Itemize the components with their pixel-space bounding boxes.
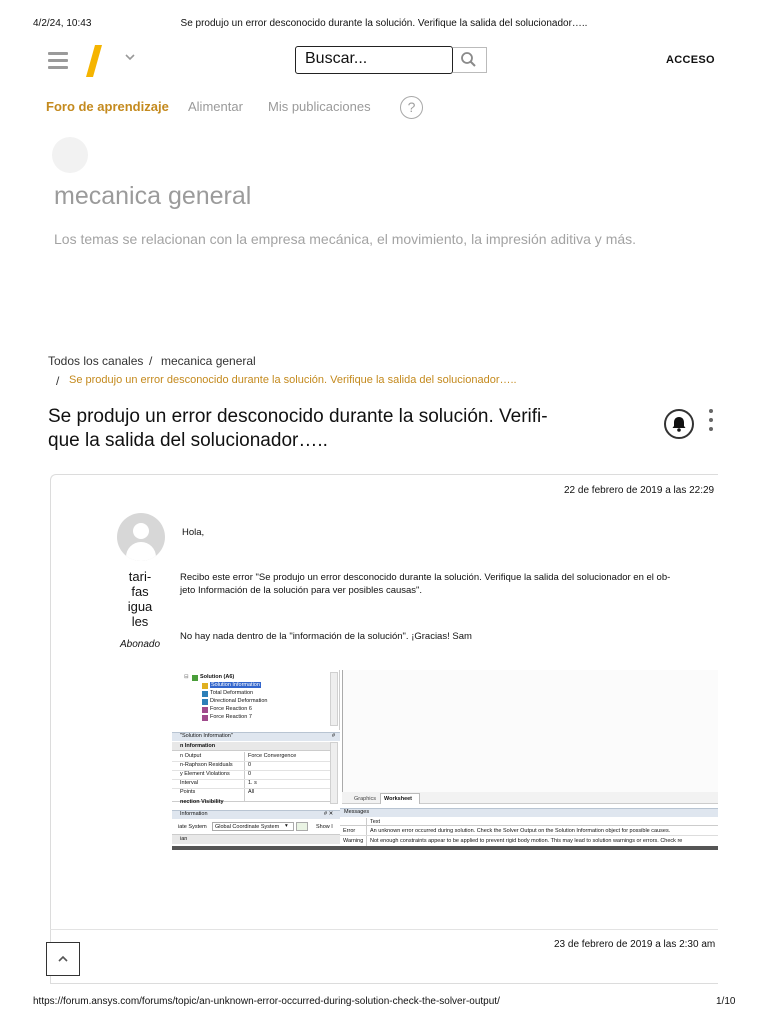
- panel-controls[interactable]: # ✕: [324, 811, 334, 817]
- tree-item[interactable]: Solution Information: [211, 682, 260, 688]
- messages-title: Messages: [344, 809, 370, 815]
- message-text[interactable]: Not enough constraints appear to be applied to prevent rigid body motion. This may lead to solution warnings or errors. Check re: [370, 838, 683, 844]
- chevron-up-icon: [47, 943, 79, 975]
- author-name-part: tari-: [128, 569, 152, 584]
- category-title: mecanica general: [54, 182, 252, 210]
- message-type: Error: [343, 828, 356, 834]
- menu-icon[interactable]: [48, 52, 68, 70]
- info-icon: [202, 683, 208, 689]
- details-value[interactable]: 1. s: [248, 780, 257, 786]
- post-date: 22 de febrero de 2019 a las 22:29: [564, 485, 715, 496]
- result-icon: [202, 691, 208, 697]
- csys-select[interactable]: Global Coordinate System: [215, 824, 280, 830]
- message-type: Warning: [343, 838, 364, 844]
- attached-screenshot[interactable]: [172, 670, 718, 850]
- message-text[interactable]: An unknown error occurred during solution. Check the Solver Output on the Solution Information object for possible causes.: [370, 828, 671, 834]
- print-title: Se produjo un error desconocido durante la solución. Verifique la salida del solucionador…..: [180, 18, 588, 29]
- tree-expander: ⊟: [184, 674, 189, 680]
- messages-header: Text: [370, 819, 381, 825]
- refresh-icon[interactable]: [296, 822, 308, 831]
- details-key: n-Raphson Residuals: [180, 762, 233, 768]
- reaction-icon: [202, 707, 208, 713]
- tree-item[interactable]: Directional Deformation: [210, 698, 268, 704]
- category-description: Los temas se relacionan con la empresa mecánica, el movimiento, la impresión aditiva y más.: [54, 231, 637, 247]
- dropdown-icon[interactable]: ▾: [285, 823, 288, 829]
- help-icon[interactable]: ?: [400, 96, 423, 119]
- details-value[interactable]: Force Convergence: [248, 753, 297, 759]
- info-panel-title: Information: [180, 811, 208, 817]
- print-date: 4/2/24, 10:43: [33, 18, 92, 29]
- page-url: https://forum.ansys.com/forums/topic/an-unknown-error-occurred-during-solution-check-the-solver-output/: [33, 996, 500, 1007]
- tab-graphics[interactable]: Graphics: [354, 796, 377, 802]
- breadcrumb-all-channels[interactable]: Todos los canales: [48, 354, 144, 368]
- search-button[interactable]: [453, 47, 487, 73]
- details-section-cut: nection Visibility: [180, 799, 224, 805]
- subscribe-button[interactable]: [664, 409, 694, 439]
- login-link[interactable]: ACCESO: [666, 54, 715, 66]
- page-number: 1/10: [716, 996, 736, 1007]
- author-name-part: fas: [131, 584, 149, 599]
- tab-worksheet[interactable]: Worksheet: [384, 796, 413, 802]
- topic-title: [48, 405, 608, 453]
- post-body-line: Recibo este error "Se produjo un error desconocido durante la solución. Verifique la salida del solucionador en el ob-: [180, 572, 671, 583]
- search-input[interactable]: Buscar...: [295, 46, 453, 74]
- details-key: n Output: [180, 753, 202, 759]
- details-value[interactable]: 0: [248, 771, 252, 777]
- category-avatar: [52, 137, 88, 173]
- details-value[interactable]: All: [248, 789, 255, 795]
- avatar[interactable]: [117, 513, 165, 561]
- pin-icon[interactable]: #: [332, 733, 336, 739]
- chevron-down-icon[interactable]: [124, 50, 136, 66]
- post-divider: [50, 929, 718, 930]
- details-key: y Element Violations: [180, 771, 230, 777]
- search-icon: [453, 48, 485, 72]
- tree-item[interactable]: Force Reaction 6: [210, 706, 252, 712]
- author-name-part: les: [131, 614, 149, 629]
- post-body-line: jeto Información de la solución para ver posibles causas".: [180, 585, 423, 596]
- post-body: [180, 571, 715, 597]
- tree-root: Solution (A6): [200, 674, 235, 680]
- breadcrumb-separator: /: [149, 354, 153, 368]
- details-title: "Solution Information": [180, 733, 233, 739]
- details-section: n Information: [180, 743, 216, 749]
- tree-item[interactable]: Total Deformation: [210, 690, 254, 696]
- csys-label: iate System: [178, 824, 207, 830]
- post-closing: No hay nada dentro de la "información de la solución". ¡Gracias! Sam: [180, 631, 472, 642]
- topic-title-line: Se produjo un error desconocido durante la solución. Verifi-: [48, 406, 548, 427]
- breadcrumb-separator: /: [56, 374, 60, 388]
- reaction-icon: [202, 715, 208, 721]
- breadcrumb-current-topic[interactable]: Se produjo un error desconocido durante la solución. Verifique la salida del solucionador…..: [69, 374, 517, 386]
- tree-item[interactable]: Force Reaction 7: [210, 714, 252, 720]
- details-key: Interval: [180, 780, 199, 786]
- result-icon: [202, 699, 208, 705]
- post-greeting: Hola,: [182, 527, 205, 538]
- breadcrumb-category[interactable]: mecanica general: [161, 354, 256, 368]
- author-role: Abonado: [119, 639, 161, 650]
- author-name-part: igua: [127, 599, 153, 614]
- details-value[interactable]: 0: [248, 762, 252, 768]
- show-label[interactable]: Show I: [316, 824, 333, 830]
- author-name[interactable]: [110, 569, 170, 629]
- topic-title-line: que la salida del solucionador…..: [48, 430, 328, 451]
- back-to-top-button[interactable]: [46, 942, 80, 976]
- info-bottom-label: ian: [180, 836, 188, 842]
- details-key: Points: [180, 789, 196, 795]
- reply-date: 23 de febrero de 2019 a las 2:30 am: [554, 939, 716, 950]
- tab-feed[interactable]: Alimentar: [188, 99, 243, 114]
- brand-logo[interactable]: [86, 45, 102, 77]
- bell-icon: [666, 411, 692, 437]
- tab-learning-forum[interactable]: Foro de aprendizaje: [46, 99, 169, 114]
- tab-my-posts[interactable]: Mis publicaciones: [268, 99, 371, 114]
- solution-icon: [192, 675, 198, 681]
- more-options-icon[interactable]: [706, 409, 716, 437]
